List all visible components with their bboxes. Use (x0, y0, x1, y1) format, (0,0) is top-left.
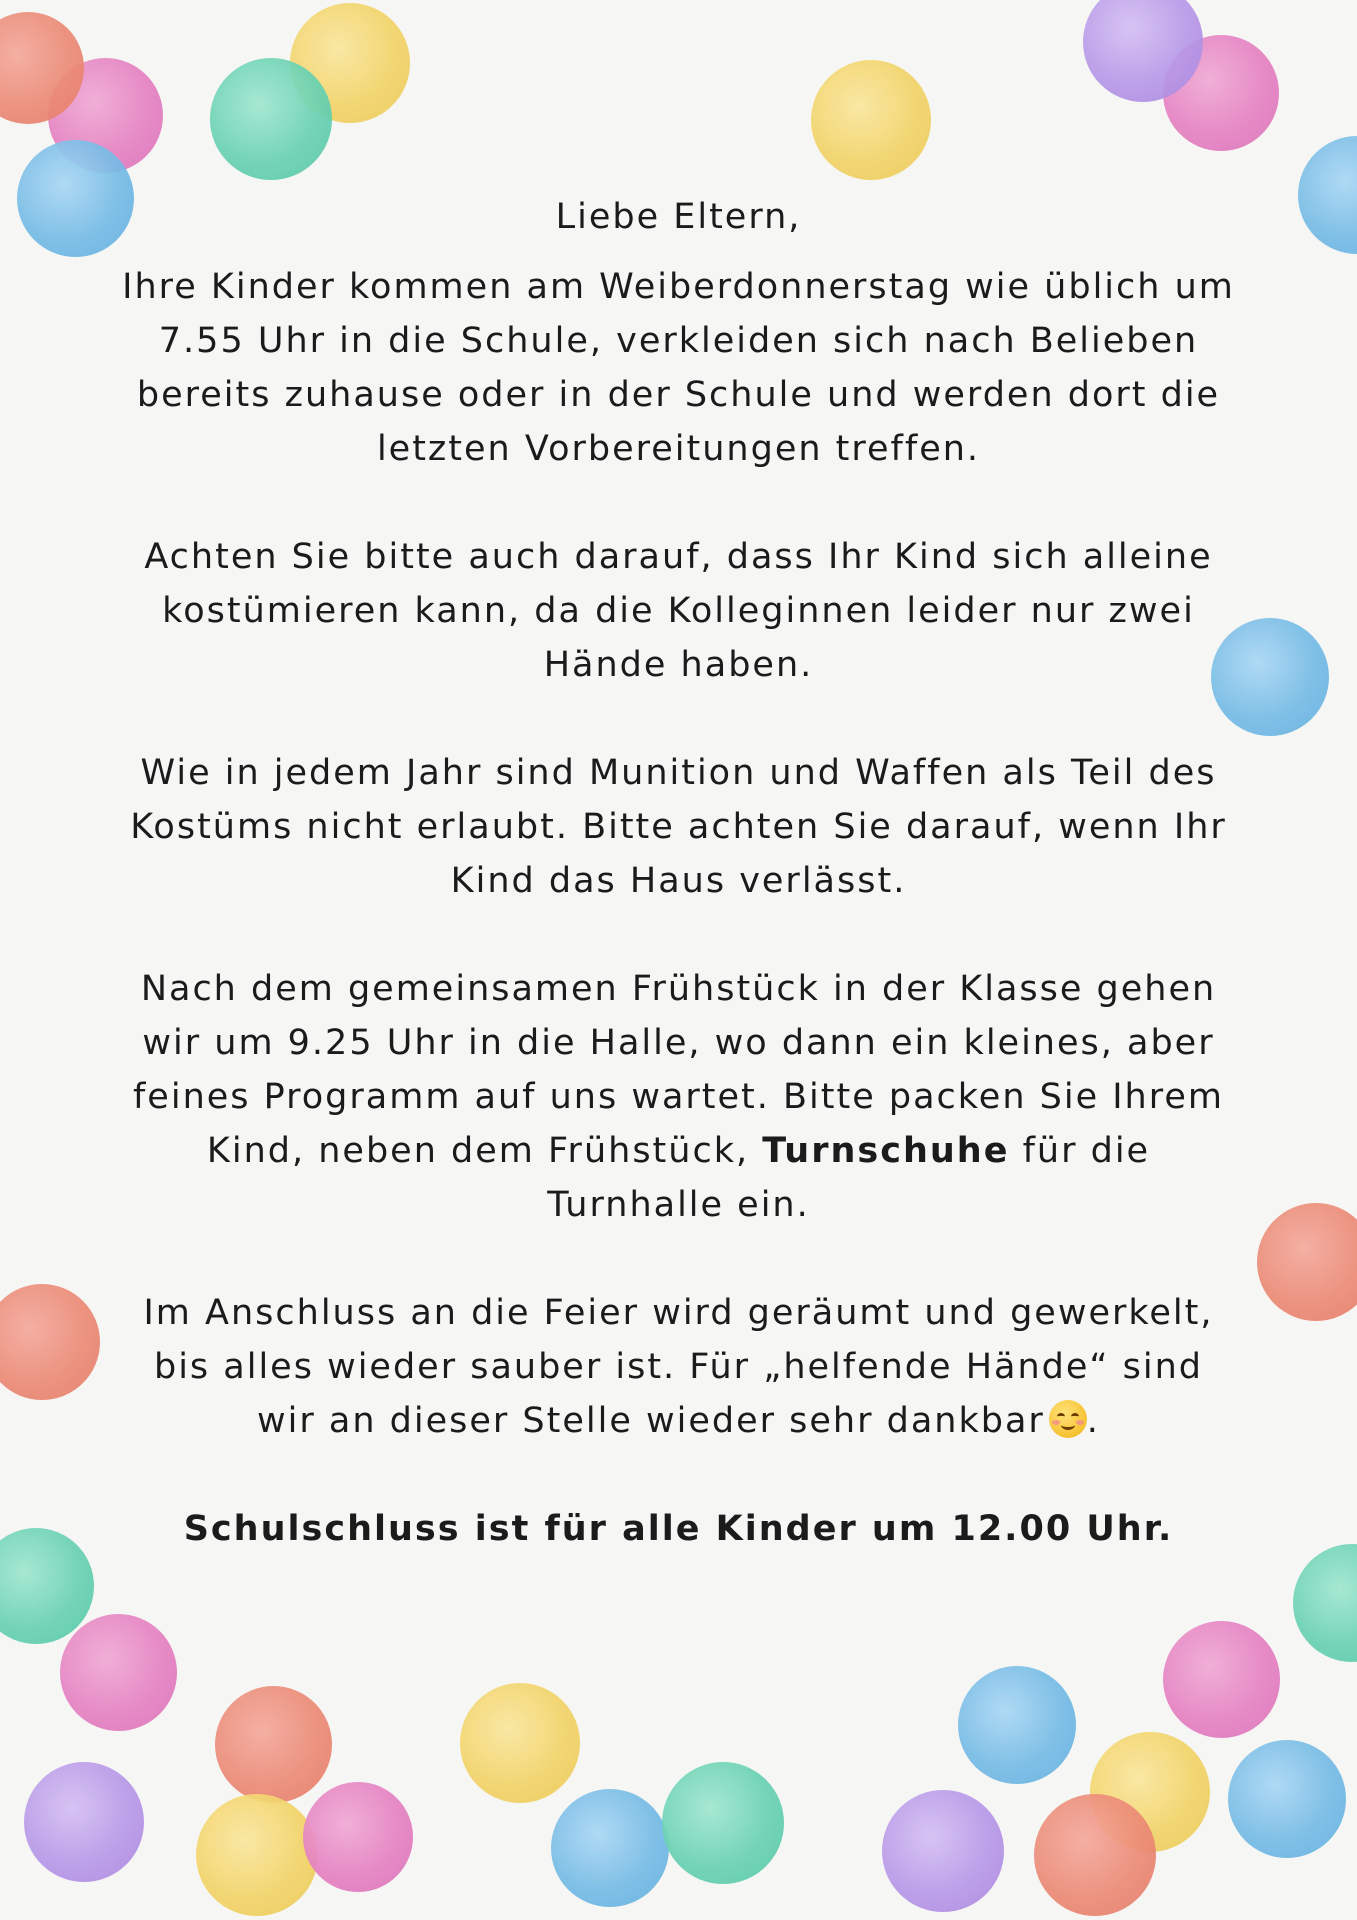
confetti-dot (811, 60, 931, 180)
sneakers-emphasis: Turnschuhe (762, 1131, 1010, 1171)
confetti-dot (215, 1686, 332, 1803)
confetti-dot (0, 1528, 94, 1644)
confetti-dot (1034, 1794, 1156, 1916)
confetti-dot (60, 1614, 177, 1731)
confetti-dot (958, 1666, 1076, 1784)
smiling-face-icon (1049, 1400, 1087, 1438)
letter-body (120, 190, 1237, 1610)
paragraph-cleanup (120, 1286, 1237, 1448)
confetti-dot (1293, 1544, 1357, 1662)
closing-note: Schulschluss ist für alle Kinder um 12.00 Uhr. (183, 1509, 1174, 1549)
confetti-dot (303, 1782, 413, 1892)
paragraph-weapons: Wie in jedem Jahr sind Munition und Waffen als Teil des Kostüms nicht erlaubt. Bitte achten Sie darauf, wenn Ihr Kind das Haus verlässt. (130, 753, 1227, 901)
cleanup-text: Im Anschluss an die Feier wird geräumt und gewerkelt, bis alles wieder sauber ist. Für „helfende Hände“ sind wir an dieser Stelle wieder sehr dankbar (143, 1293, 1214, 1441)
confetti-dot (551, 1789, 669, 1907)
confetti-dot (1298, 136, 1357, 254)
confetti-dot (0, 1284, 100, 1400)
paragraph-program (120, 962, 1237, 1232)
confetti-dot (24, 1762, 144, 1882)
paragraph-costume: Achten Sie bitte auch darauf, dass Ihr Kind sich alleine kostümieren kann, da die Kolleginnen leider nur zwei Hände haben. (144, 537, 1213, 685)
confetti-dot (1163, 1621, 1280, 1738)
confetti-dot (1228, 1740, 1346, 1858)
confetti-dot (1257, 1203, 1357, 1321)
confetti-dot (882, 1790, 1004, 1912)
confetti-dot (460, 1683, 580, 1803)
greeting: Liebe Eltern, (555, 197, 802, 237)
confetti-dot (210, 58, 332, 180)
program-text-end: für die Turnhalle ein. (547, 1131, 1151, 1225)
confetti-dot (196, 1794, 318, 1916)
paragraph-arrival: Ihre Kinder kommen am Weiberdonnerstag wie üblich um 7.55 Uhr in die Schule, verkleiden sich nach Belieben bereits zuhause oder in der Schule und werden dort die letzten Vorbereitungen treffen. (122, 267, 1235, 469)
confetti-dot (17, 140, 134, 257)
program-text: Nach dem gemeinsamen Frühstück in der Klasse gehen wir um 9.25 Uhr in die Halle, wo dann ein kleines, aber feines Programm auf uns wartet. Bitte packen Sie Ihrem Kind, neben dem Frühstück, (132, 969, 1224, 1171)
confetti-dot (662, 1762, 784, 1884)
cleanup-text-end: . (1086, 1401, 1100, 1441)
